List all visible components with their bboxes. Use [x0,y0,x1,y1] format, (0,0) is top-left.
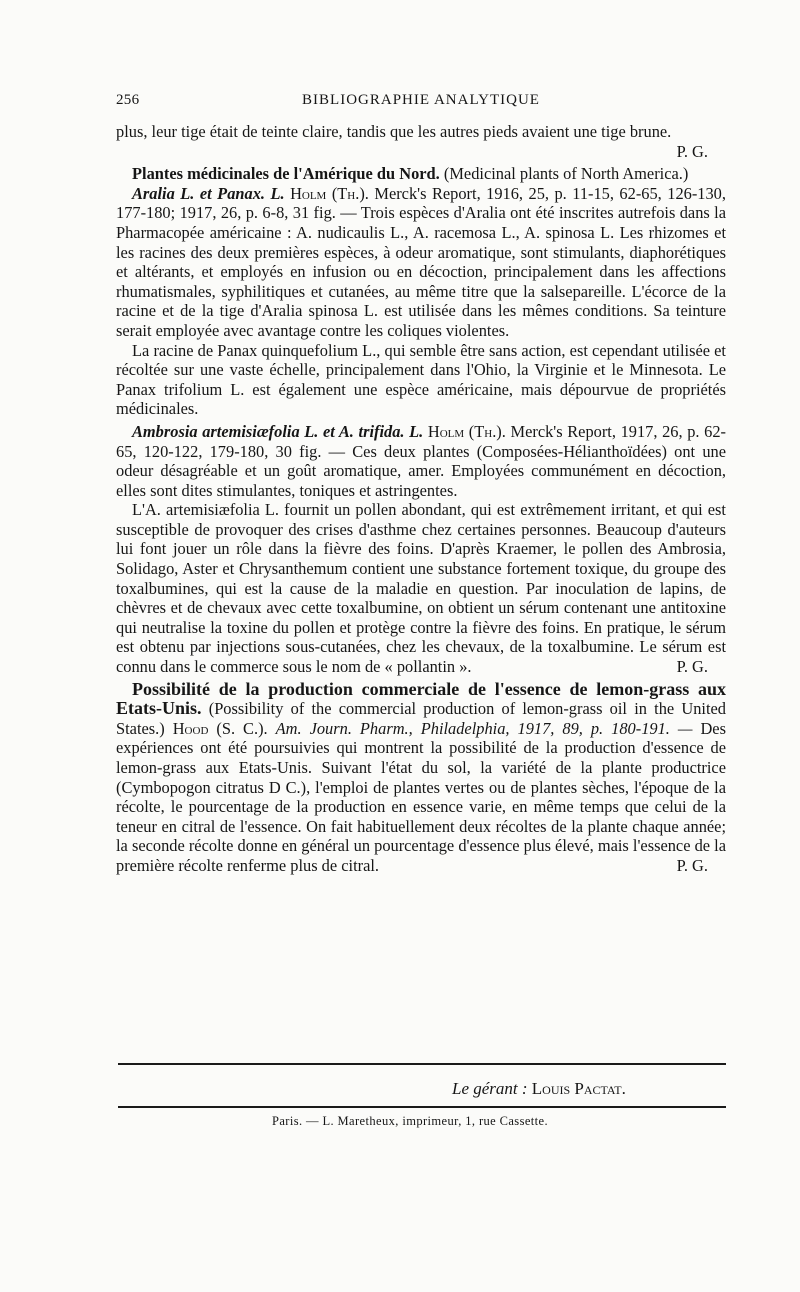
lemongrass-author: Hood (S. C.). [172,718,268,738]
page-body [116,122,726,876]
lemongrass-reference: Am. Journ. Pharm., Philadelphia, 1917, 89, p. 180-191. — [275,718,693,738]
intro-paragraph: plus, leur tige était de teinte claire, tandis que les autres pieds avaient une tige brune. [116,122,672,141]
aralia-author: Holm (Th.). [290,183,369,203]
lemongrass-text: Des expériences ont été poursuivies qui montrent la possibilité de la production d'essence de lemon-grass aux Etats-Unis. Suivant l'état du sol, la variété de la plante productrice (Cymbopogon citratus D C.), l'emploi de plantes vertes ou de plantes sèches, l'époque de la récolte, le pourcentage de la production en essence varie, en même temps que celui de la teneur en citral de l'essence. On fait habituellement deux récoltes de la plante chaque année; la seconde récolte donne en général un pourcentage d'essence plus élevé, mais l'essence de la première récolte renferme plus de citral. [116,718,726,875]
ambrosia-author: Holm (Th.). [427,421,506,441]
section2-title-translation: (Possibility of the commercial production of lemon-grass oil in the United States.) [116,699,726,738]
section1-heading [116,164,726,184]
aralia-heading: Aralia L. et Panax. L. [132,183,285,203]
ambrosia-signature: P. G. [676,657,708,677]
lemongrass-signature: P. G. [676,855,708,875]
ambrosia-heading: Ambrosia artemisiæfolia L. et A. trifida. L. [132,421,424,441]
section2-title: Possibilité de la production commerciale de l'essence de lemon-grass aux Etats-Unis. [116,678,726,719]
ambrosia-reference: Merck's Report, 1917, 26, p. 62-65, 120-122, 179-180, 30 fig. — [116,421,726,461]
section1-title: Plantes médicinales de l'Amérique du Nord. [132,164,440,184]
intro-signature: P. G. [676,141,708,161]
lemongrass-entry [116,680,726,876]
page-header [116,92,726,112]
aralia-reference: Merck's Report, 1916, 25, p. 11-15, 62-65, 126-130, 177-180; 1917, 26, p. 6-8, 31 fig. — [116,183,726,223]
ambrosia-pollen-text: L'A. artemisiæfolia L. fournit un pollen abondant, qui est extrêmement irritant, et qui est susceptible de provoquer des crises d'asthme chez certaines personnes. Beaucoup d'auteurs lui font jouer un rôle dans la fièvre des foins. D'après Kraemer, le pollen des Ambrosia, Solidago, Aster et Chrysanthemum contient une substance fortement toxique, du groupe des toxalbumines, qui est la cause de la maladie en question. Par inoculation de lapins, de chèvres et de chevaux avec cette toxalbumine, on obtient un sérum contenant une antitoxine qui neutralise la toxine du pollen et protège contre la fièvre des foins. En pratique, le sérum est obtenu par injections sous-cutanées, chez les chevaux, de la toxalbumine. Le sérum est connu dans le commerce sous le nom de « pollantin ». [116,500,726,677]
gerant-line [452,1079,626,1099]
gerant-name: Louis Pactat. [531,1079,626,1098]
aralia-text: Trois espèces d'Aralia ont été inscrites autrefois dans la Pharmacopée américaine : A. nudicaulis L., A. racemosa L., A. spinosa L. Les rhizomes et les racines des deux premières espèces, à odeur aromatique, sont stimulants, diaphorétiques et altérants, et employés en infusion ou en décoction, principalement dans les affections rhumatismales, syphilitiques et cutanées, au même titre que la salsepareille. L'écorce de la racine et de la tige d'Aralia spinosa L. est utilisée dans les mêmes conditions. Sa teinture serait employée avec avantage contre les coliques violentes. [116,203,726,340]
aralia-entry [116,184,726,341]
ambrosia-pollen-paragraph [116,500,726,676]
section1-title-translation: (Medicinal plants of North America.) [443,164,689,184]
footer-rule [118,1063,726,1065]
ambrosia-text: Ces deux plantes (Composées-Hélianthoïdées) ont une odeur désagréable et un goût aromatique, amer. Employées communément en décoction, elles sont dites stimulantes, toniques et astringentes. [116,441,726,500]
panax-paragraph: La racine de Panax quinquefolium L., qui semble être sans action, est cependant utilisée et récoltée sur une vaste échelle, principalement dans l'Ohio, la Virginie et le Minnesota. Le Panax trifolium L. est également une espèce américaine, mais dépourvue de propriétés médicinales. [116,340,726,419]
gerant-label: Le gérant : [452,1079,528,1098]
page-number: 256 [116,92,140,108]
ambrosia-entry [116,422,726,500]
printer-imprint: Paris. — L. Maretheux, imprimeur, 1, rue Cassette. [271,1114,549,1128]
imprint-rule [118,1106,726,1108]
running-title: BIBLIOGRAPHIE ANALYTIQUE [302,92,540,108]
